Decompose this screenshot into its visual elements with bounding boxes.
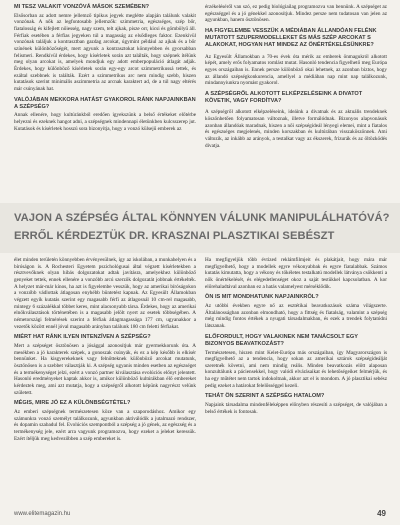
top-section: [0, 0, 400, 203]
body-paragraph: Mert a szépséget ösztönösen a jósággal azonosítjuk már gyermekkorunk óta. A mesékben a jó karakterek szépek, a gonoszak csúnyák, és ez a kép később is elkísér bennünket. Ha kisgyerekeknek vagy felnőtteknek különböző arcokat mutatunk, ösztönösen is a szebbet választják ki. A szépség ugyanis minden esetben az egészséget és a termékenységet jelzi, ezért a vonzó partner kiválasztása evolúciós előnyt jelentett. Hasonló eredményeket kaptak akkor is, amikor különböző kultúrákban élő embereket kérdeztek meg, ami azt mutatja, hogy a szépségről alkotott képünk nagyrészt velünk született.: [14, 342, 196, 396]
interview-question: MÉGIS, MIRE JÓ EZ A KÜLÖNBSÉGTÉTEL?: [14, 400, 131, 407]
interview-question: TEHÁT ÖN SZERINT A SZÉPSÉG HATALOM?: [205, 393, 325, 400]
page-number: 49: [377, 509, 386, 518]
body-paragraph: A szépségről alkotott elképzeléseink, ideáink a divatnak és az aktuális trendeknek köszönhetően folyamatosan változnak, illetve formálódnak. Bizonyos alapvonások azonban állandóak maradnak, hiszen a női szépségideál lényegi elemei, mint a fiatalos és egészséges megjelenés, minden korszakban és kultúrában visszaköszönnek. Ami változik, az inkább az arányok, a testalkat vagy az ékszerek, frizurák és az öltözködés divatja.: [205, 109, 387, 149]
interview-question: A SZÉPSÉGRŐL ALKOTOTT ELKÉPZELÉSEINK A DIVATOT KÖVETIK, VAGY FORDÍTVA?: [205, 90, 363, 105]
interview-question: MIÉRT HAT RÁNK ILYEN INTENZÍVEN A SZÉPSÉG?: [14, 334, 151, 341]
body-paragraph: Az Egyesült Államokban a 70-es évek óta mérik az emberek önmagukról alkotott képét, amely erős folyamatos romlást mutat. Hasonló tendencia figyelhető meg Európa egyes országaiban is. Ennek persze különböző okai lehetnek, az azonban biztos, hogy az állandó szépségkonkurencia, amellyel a médiában nap mint nap találkozunk, mindannyiunkra nyomást gyakorol.: [205, 53, 387, 87]
headline-band: [0, 203, 400, 253]
bottom-section: [0, 253, 400, 505]
article-headline: VAJON A SZÉPSÉG ÁLTAL KÖNNYEN VÁLUNK MANIPULÁLHATÓVÁ? ERRŐL KÉRDEZTÜK DR. KRASZNAI PLASZTIKAI SEBÉSZT: [14, 212, 390, 242]
body-paragraph: Napjaink társadalma mindenféleképpen előnyben részesíti a szépséget, de valójában a belső értékek is fontosak.: [205, 402, 387, 415]
bottom-right-column: [205, 257, 387, 505]
interview-question: ELŐFORDULT, HOGY VALAKINEK NEM TANÁCSOLT EGY BIZONYOS BEAVATKOZÁST?: [205, 333, 358, 347]
body-paragraph: Természetesen, hiszen mint Kelet-Európa más országaiban, így Magyarországon is megfigyelhető az a tendencia, hogy sokan az amerikai sztárok szépségideálját szeretnék követni, ami nem mindig reális. Minden beavatkozás előtt alaposan konzultálunk a páciensekkel, hogy valódi elvárásaikat és lehetőségeiket felmérjük, és ha egy műtétet nem tartok indokoltnak, akkor azt el is mondom. A jó plasztikai sebész pedig ezeket a határokat felelősséggel kezeli.: [205, 349, 387, 389]
interview-question: MI TESZ VALAKIT VONZÓVÁ MÁSOK SZEMÉBEN?: [14, 4, 150, 10]
body-paragraph: Az emberi szépségnek természetesen köze van a szaporodáshoz. Amikor egy számunkra vonzó személyt találkozunk, agyunkban aktiválódik a jutalmazó rendszer, és dopamin szabadul fel. Evolúciós szempontból a szépség a jó gének, az egészség és a termékenység jele, ezért arra vagyunk programozva, hogy ezeket a jeleket keressük. Ezért ítéljük meg kedvezőbben a szép embereket is.: [14, 408, 196, 442]
interview-question: VALÓJÁBAN MEKKORA HATÁST GYAKOROL RÁNK NAPJAINKBAN A SZÉPSÉG?: [14, 96, 196, 110]
website-address: www.elitemagazin.hu: [14, 511, 71, 517]
body-paragraph: Annak ellenére, hogy kultúránkból eredően igyekszünk a belső értékeket előtérbe helyezni és ezeknek hangot adni, a szépségnek mindennapi életünkben kulcsszerep jut. Kutatások és kísérletek hosszú sora bizonyítja, hogy a vonzó külsejű emberek az: [14, 112, 196, 132]
body-paragraph: Az utóbbi években egyre nő az esztétikai beavatkozások száma világszerte. Általánosságban azonban elmondható, hogy a fittség és fiatalság, valamint a szépség még mindig fontos értékek a nyugati társadalmakban, és ezek a trendek folytatódni látszanak.: [205, 302, 387, 329]
top-left-column: [14, 0, 196, 203]
body-paragraph: érzékeléséről van szó, ez pedig biológiailag programozva van bennünk. A szépséget az egészséggel és a jó génekkel azonosítjuk. Mindez persze nem tudatosan van jelen az agyunkban, hanem ösztönösen.: [205, 4, 387, 24]
body-paragraph: Elsősorban az adott nemre jellemző tipikus jegyek meglétte alapján találunk valakit vonzónak. A nők az legfontosabb jellemzők: szimmetria, egészséges, szép bőr, fiatalosság és kifejlett nőiesség, nagy szem, telt ajkak, pisze orr, kicsi és gömbölyű áll. Férfiak esetében a férfias jegyeken túl a magasság az elsődleges faktor. Ezenkívül vonzónak találjuk a kontrasztban gazdag arcokat, úgymint például az ajkak és a bőr színének különbözőségét, mert agyunk a kontrasztokat könnyebben és gyorsabban felismeri. Rendkívül érdekes, hogy kísérletek során azt találták, hogy szépnek ítélünk meg olyan arcokat is, amelyek mondjuk egy adott emberpopuláció átlagát adják. Érdekes, hogy különböző kísérletek során egy-egy arcot szimmetrikussá tettek, és ezáltal szebbnek is találták. Ezért a szimmetrikus arc nem mindig szebb, hiszen kutatások szerint minimális aszimmetria az arcnak karaktert ad, de a túl nagy eltérés már csúnyának hat.: [14, 12, 196, 92]
body-paragraph: élet minden területén könnyebben érvényesülnek, így az iskolában, a munkahelyen és a bíróságon is. A Rochesteri Egyetem pszichológusai által végzett kísérletekben a résztvevőknek olyan hibás dolgozatokat adtak javításra, amelyekhez különböző genyeket tettek, ennek ellenére a vonzóbb arcú szerzők dolgozatát jobbnak értékelték. A helyzet már-már kínos, ha azt is figyelembe vesszük, hogy az amerikai bíróságokon a vonzóbb vádlottak átlagosan enyhébb büntetést kapnak. Az Egyesült Államokban végzett egyik kutatás szerint egy magasabb férfi az átlagosnál 10 cm-rel magasabb, mintegy 6 százalékkal többet keres, mint alacsonyabb társa. Érdekes, hogy az amerikai elnökválasztások történetében is a magasabb jelölt nyert az esetek többségében. A németországi felmérések szerint a férfiak átlagmagassága 177 cm, ugyanakkor a vezetők között ennél jóval magasabb arányban találunk 180 cm feletti férfiakat.: [14, 257, 196, 330]
page-footer: [0, 505, 400, 525]
bottom-left-column: [14, 257, 196, 505]
interview-question: HA FIGYELEMBE VESSZÜK A MÉDIÁBAN ÁLLANDÓAN FELÉNK MUTATOTT SZUPERMODELLEKET ÉS MÁS SZÉP ARCOKAT S ALAKOKAT, HOGYAN HAT MINDEZ AZ ÖNÉRTÉKELÉSÜNKRE?: [205, 27, 377, 49]
interview-question: ÖN IS MIT MONDHATUNK NAPJAINKRÓL?: [205, 294, 319, 301]
top-right-column: [205, 0, 387, 203]
body-paragraph: Ha megfigyeljük több évtized reklámfilmjeit és plakátjait, hogy mára már megfigyelhető, hogy a modellek egyre vékonyabbak és egyre fiatalabbak. Számos kutatás kimutatta, hogy a vékony és tökéletes testalkatú modellek látványa csökkenti a nők önértékelését, és elégedetlenséget okoz a saját testükkel kapcsolatban. A kor előrehaladtával azonban ez a hatás valamelyest mérséklődik.: [205, 257, 387, 290]
